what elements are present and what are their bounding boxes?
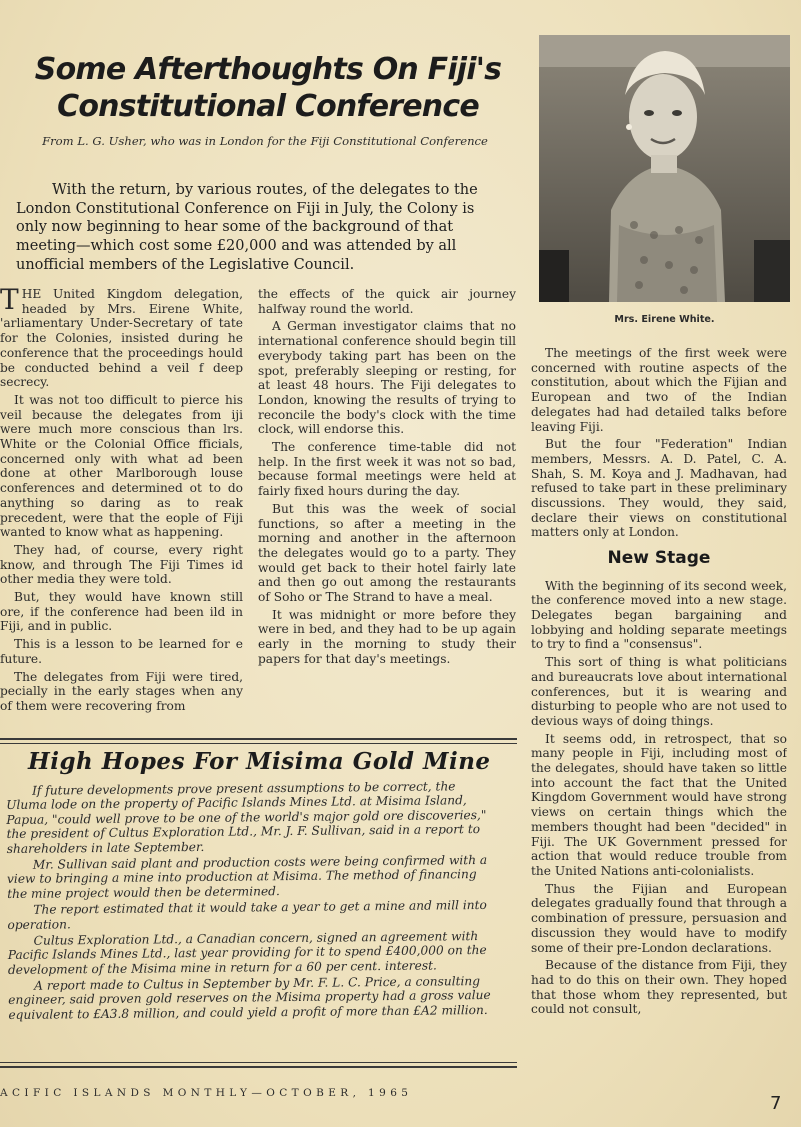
- drop-cap: T: [0, 287, 19, 316]
- box-paragraph: If future developments prove present assumptions to be correct, the Uluma lode on the property of Pacific Islands Mines Ltd. at Misima Island, Papua, "could well prove to be one of the world's major gold ore discoveries," the president of Cultus Exploration Ltd., Mr. J. F. Sullivan, said in a report to shareholders in late September.: [6, 779, 487, 856]
- article-paragraph: THE United Kingdom delegation, headed by Mrs. Eirene White, 'arliamentary Under-Secretary of tate for the Colonies, insisted during he conference that the proceedings hould be conducted behind a veil f deep secrecy.: [0, 287, 243, 390]
- article-paragraph: But, they would have known still ore, if the conference had been ild in Fiji, and in public.: [0, 590, 243, 634]
- page-footer: ACIFIC ISLANDS MONTHLY—OCTOBER, 1965: [0, 1087, 413, 1099]
- box-text: [6, 779, 494, 1024]
- article-column-3: [531, 346, 787, 1086]
- article-paragraph: But the four "Federation" Indian members, Messrs. A. D. Patel, C. A. Shah, S. M. Koya and J. Madhavan, had refused to take part in these preliminary discussions. They would, they said, declare their views on constitutional matters only at London.: [531, 437, 787, 540]
- box-paragraph: A report made to Cultus in September by Mr. F. L. C. Price, a consulting engineer, said proven gold reserves on the Misima property had a gross value equivalent to £A3.8 million, and could yield a profit of more than £A2 million.: [8, 974, 491, 1022]
- box-title: High Hopes For Misima Gold Mine: [28, 748, 491, 775]
- article-paragraph: The meetings of the first week were concerned with routine aspects of the constitution, about which the Fijian and European and two of the Indian delegates had had detailed talks before leaving Fiji.: [531, 346, 787, 434]
- article-paragraph: It was midnight or more before they were in bed, and they had to be up again early in the morning to study their papers for that day's meetings.: [258, 607, 516, 666]
- photo-caption: Mrs. Eirene White.: [614, 314, 715, 325]
- article-paragraph: Thus the Fijian and European delegates gradually found that through a combination of pressure, persuasion and discussion they would have to modify some of their pre-London declarations.: [531, 881, 787, 955]
- article-byline: From L. G. Usher, who was in London for the Fiji Constitutional Conference: [42, 134, 488, 148]
- box-bottom-rule: [0, 1066, 517, 1068]
- article-paragraph: This is a lesson to be learned for e future.: [0, 637, 243, 666]
- box-paragraph: Cultus Exploration Ltd., a Canadian concern, signed an agreement with Pacific Islands Mines Ltd., last year providing for it to spend £400,000 on the development of the Misima mine in return for a 60 per cent. interest.: [7, 928, 487, 977]
- article-paragraph: the effects of the quick air journey halfway round the world.: [258, 287, 516, 316]
- article-paragraph: It seems odd, in retrospect, that so many people in Fiji, including most of the delegates, should have taken so little into account the fact that the United Kingdom Government would have strong views on certain things which the members thought had been "decided" in Fiji. The UK Government pressed for action that would reduce trouble from the United Nations anti-colonialists.: [531, 731, 787, 878]
- article-paragraph: This sort of thing is what politicians and bureaucrats love about international conferences, but it is wearing and disturbing to people who are not used to devious ways of doing things.: [531, 655, 787, 728]
- box-bottom-rule-thin: [0, 1062, 517, 1063]
- article-paragraph: The delegates from Fiji were tired, pecially in the early stages when any of them were recovering from: [0, 669, 243, 713]
- article-paragraph: But this was the week of social functions, so after a meeting in the morning and another in the afternoon the delegates would go to a party. They would get back to their hotel fairly late and then go out among the restaurants of Soho or The Strand to have a meal.: [258, 501, 516, 605]
- box-paragraph: The report estimated that it would take a year to get a mine and mill into operation.: [7, 898, 487, 932]
- article-column-2: [258, 287, 516, 719]
- article-paragraph: Because of the distance from Fiji, they had to do this on their own. They hoped that those whom they represented, but could not consult,: [531, 958, 787, 1017]
- article-paragraph: With the beginning of its second week, the conference moved into a new stage. Delegates began bargaining and lobbying and holding separate meetings to try to find a "consensus".: [531, 578, 787, 652]
- article-paragraph: They had, of course, every right know, and through The Fiji Times id other media they were told.: [0, 542, 243, 587]
- article-headline: Some Afterthoughts On Fiji's Constitutional Conference: [34, 52, 502, 124]
- portrait-photo: [539, 35, 790, 302]
- section-subhead: New Stage: [607, 548, 711, 569]
- article-intro: With the return, by various routes, of the delegates to the London Constitutional Conference on Fiji in July, the Colony is only now beginning to hear some of the background of that meeting—which cost some £20,000 and was attended by all unofficial members of the Legislative Council.: [16, 182, 478, 273]
- page-number: 7: [770, 1093, 782, 1114]
- woman-portrait-icon: [539, 35, 790, 302]
- box-top-rule: [0, 738, 517, 740]
- box-top-rule-thin: [0, 743, 517, 744]
- article-paragraph: It was not too difficult to pierce his veil because the delegates from iji were much more conscious than lrs. White or the Colonial Office fficials, concerned only with what ad been done at other Marlborough louse conferences and determined ot to do anything so daring as to reak precedent, were that the eople of Fiji wanted to know what as happening.: [0, 392, 243, 540]
- article-paragraph: A German investigator claims that no international conference should begin till everybody taking part has been on the spot, preferably sleeping or resting, for at least 48 hours. The Fiji delegates to London, knowing the results of trying to reconcile the body's clock with the time clock, will endorse this.: [258, 319, 516, 437]
- article-column-1: [0, 287, 243, 719]
- article-paragraph: The conference time-table did not help. In the first week it was not so bad, because formal meetings were held at fairly fixed hours during the day.: [258, 440, 516, 499]
- box-paragraph: Mr. Sullivan said plant and production costs were being confirmed with a view to bringing a mine into production at Misima. The method of financing the mine project would then be determined.: [6, 852, 488, 901]
